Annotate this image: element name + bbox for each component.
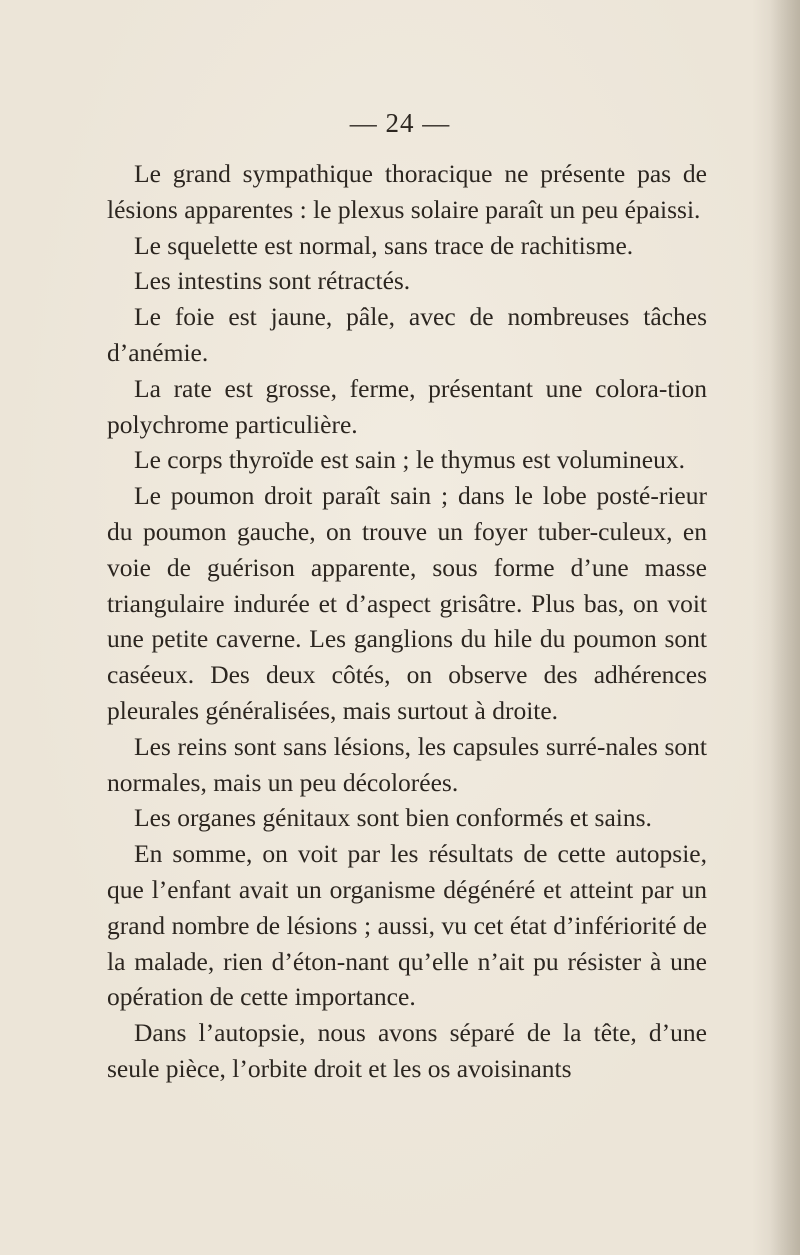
paragraph: Le poumon droit paraît sain ; dans le lobe posté-rieur du poumon gauche, on trouve un foyer tuber-culeux, en voie de guérison apparente, sous forme d’une masse triangulaire indurée et d’aspect grisâtre. Plus bas, on voit une petite caverne. Les ganglions du hile du poumon sont caséeux. Des deux côtés, on observe des adhérences pleurales généralisées, mais surtout à droite. <box>107 481 707 725</box>
paragraph: Le grand sympathique thoracique ne présente pas de lésions apparentes : le plexus solaire paraît un peu épaissi. <box>107 159 707 224</box>
paragraph: En somme, on voit par les résultats de cette autopsie, que l’enfant avait un organisme dégénéré et atteint par un grand nombre de lésions ; aussi, vu cet état d’infériorité de la malade, rien d’éton-nant qu’elle n’ait pu résister à une opération de cette importance. <box>107 839 707 1012</box>
paragraph: Le squelette est normal, sans trace de rachitisme. <box>134 230 634 260</box>
paragraph: La rate est grosse, ferme, présentant une colora-tion polychrome particulière. <box>107 373 707 439</box>
paragraph: Les intestins sont rétractés. <box>134 266 411 296</box>
paragraph: Les organes génitaux sont bien conformés et sains. <box>134 803 652 833</box>
page-edge-shadow <box>770 0 800 1255</box>
paragraph: Le foie est jaune, pâle, avec de nombreuses tâches d’anémie. <box>107 302 707 367</box>
paragraph: Dans l’autopsie, nous avons séparé de la tête, d’une seule pièce, l’orbite droit et les os avoisinants <box>107 1018 707 1083</box>
page-number: — 24 — <box>349 108 451 138</box>
paragraph: Les reins sont sans lésions, les capsules surré-nales sont normales, mais un peu décolorées. <box>107 731 707 797</box>
body-text <box>107 156 707 1087</box>
paragraph: Le corps thyroïde est sain ; le thymus est volumineux. <box>134 445 685 475</box>
